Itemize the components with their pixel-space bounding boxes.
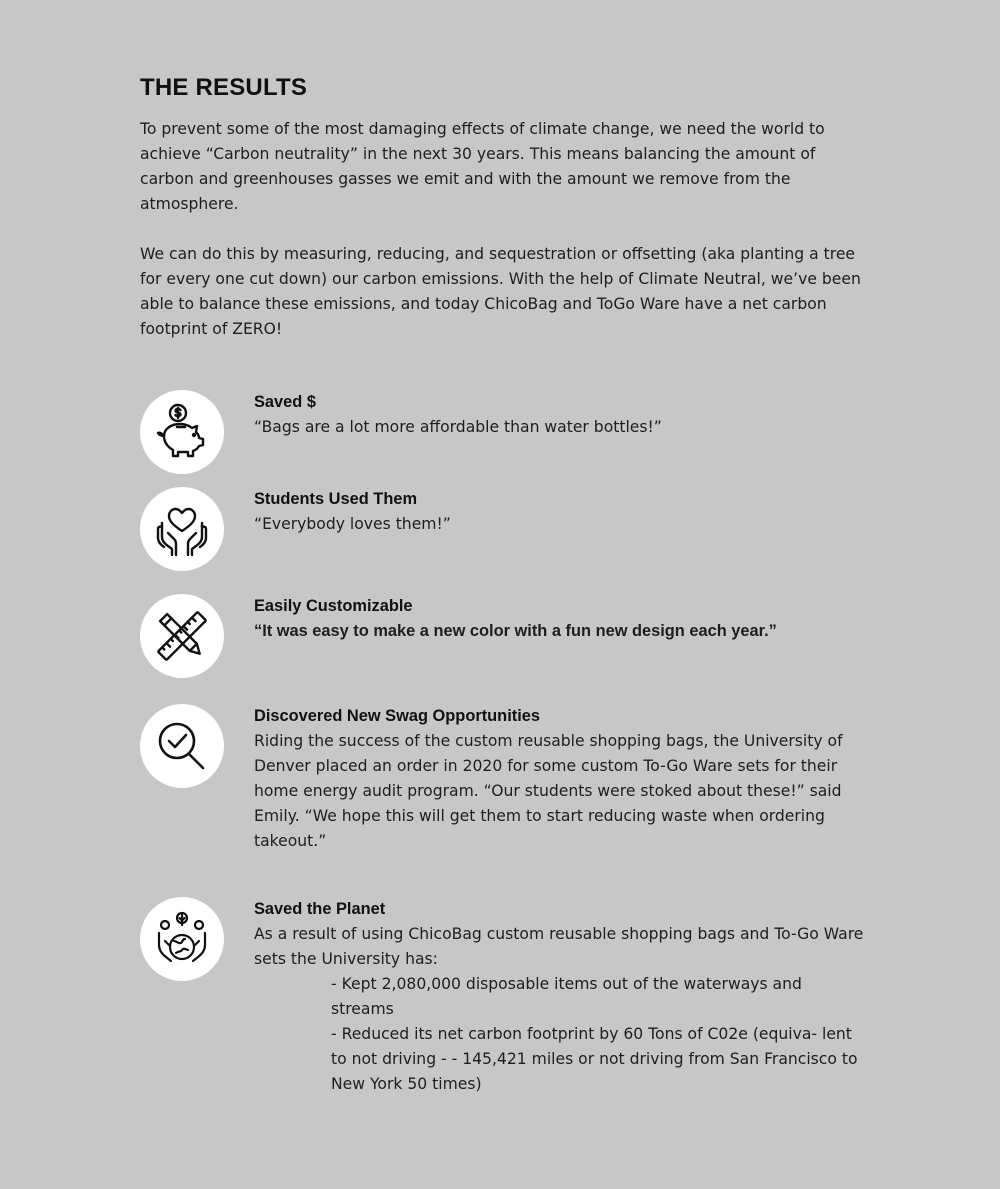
result-text: Riding the success of the custom reusable shopping bags, the University of Denver placed an order in 2020 for some custom To-Go Ware sets for their home energy audit program. “Our students were stoked about these!” said Emily. “We hope this will get them to start reducing waste when ordering takeout.” [254,732,843,850]
piggy-bank-icon [140,390,224,474]
ruler-pencil-icon [140,594,224,678]
heart-hands-icon [140,487,224,571]
planet-hands-icon [140,897,224,981]
result-heading: Discovered New Swag Opportunities [254,707,540,725]
result-heading: Saved $ [254,393,316,411]
result-text: As a result of using ChicoBag custom reusable shopping bags and To-Go Ware sets the University has: [254,925,864,968]
list-item: - Reduced its net carbon footprint by 60 Tons of C02e (equiva- lent to not driving - - 145,421 miles or not driving from San Francisco to New York 50 times) [331,1025,858,1093]
result-text: “Bags are a lot more affordable than water bottles!” [254,418,662,436]
result-heading: Easily Customizable [254,597,413,615]
result-heading: Saved the Planet [254,900,386,918]
intro-paragraph: To prevent some of the most damaging effects of climate change, we need the world to achieve “Carbon neutrality” in the next 30 years. This means balancing the amount of carbon and greenhouses gasses we emit and with the amount we remove from the atmosphere. [140,120,825,213]
result-text: “Everybody loves them!” [254,515,451,533]
list-item: - Kept 2,080,000 disposable items out of the waterways and streams [331,975,802,1018]
result-heading: Students Used Them [254,490,418,508]
result-text: “It was easy to make a new color with a fun new design each year.” [254,622,777,640]
magnifier-check-icon [140,704,224,788]
page-title: THE RESULTS [140,74,308,101]
result-bullet-list [254,972,864,1097]
intro-section [140,117,870,367]
intro-paragraph: We can do this by measuring, reducing, and sequestration or offsetting (aka planting a tree for every one cut down) our carbon emissions. With the help of Climate Neutral, we’ve been able to balance these emissions, and today ChicoBag and ToGo Ware have a net carbon footprint of ZERO! [140,245,861,338]
